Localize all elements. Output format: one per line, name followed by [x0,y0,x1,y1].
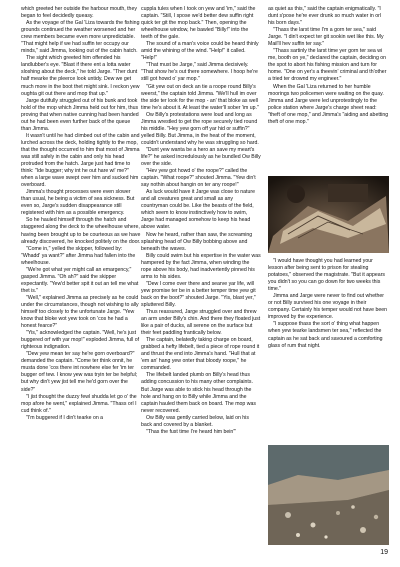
paragraph: The captain, belatedly taking charge on board, grabbed a hefty lifebelt, tied a piece of rope round it and thrust the end into Jimma's hand. "Hull that at 'em an' hang yew onter that bloody roope," he commanded. [141,337,260,372]
paragraph: as quiet as this," said the captain enigmatically. "I dunt s'pose he're ever drunk so much water in orl his born days." [268,6,381,27]
paragraph: The sight which greeted him offended his landlubber's eye. "Blast if there ent a lotta water sloshing about the deck," he told Jarge. "Ther dunt half mearke the pleerce look untidy. Dew we get much more in the boot thet might sink. I reckon yew oughta git out there and mop that up." [21,55,140,97]
paragraph: Billy could swim but his expertise in the water was hampered by the fact Jimma, when winding the rope above his body, had inadvertently pinned his arms to his sides. [141,252,261,280]
paragraph: Jimma's thought processes were even slower than usual, he being a victim of sea sickness. But even so, Jarge's sudden disappearance still registered with him as a possible emergency. [21,189,135,217]
paragraph: "I'm buggered if I din't tearke on a [26,414,104,421]
paragraph: "That must be Jarge," said Jimma decisively. "That show he's out there somewhere. I hoop he're still got howd o' yar mop." [141,62,258,83]
paragraph: "Come in," yelled the skipper, followed by: "Whadd' ya want?" after Jimma had fallen into the wheelhouse. [21,245,136,266]
paragraph: "Dew I come over there and searve yar life, will yew promise ter be in a better temper time yew git back on the boot?" shouted Jarge. "Yis, blast yer," spluttered Billy. [141,280,256,308]
page-number: 19 [380,549,388,556]
paragraph: "Thass the larst time I'm a gorn ter sea," said Jarge. "I din't expect ter git sookin wet like this. My Mail'll hev suffin ter say." [268,27,384,48]
paragraph: As the voyage of the Gal 'Liza towards the fishing grounds continued the weather worsened and her crew members became even more unpredictable. "That might help if we had suffin ter occupy our minds," said Jimma, looking out of the cabin hatch. [21,20,140,55]
paragraph: "I suppose thass the sort o' thing what happen when yew tearke landsmen ter sea," reflected the captain as he sat back and savoured a comforting glass of rum that night. [268,321,383,349]
paragraph: which greeted her outside the harbour mouth, they began to feel decidedly queasy. [21,6,137,20]
paragraph: "Thas the fust time I're heard him bein'" [146,428,237,435]
text-column-3-top [268,6,389,126]
paragraph: As luck would have it Jarge was close to nature and all creatures great and small as any countryman could be. Like the beasts of the field, which seem to know instinctively how to swim, Jarge had managed somehow to keep his head above water. [141,189,255,231]
paragraph: The lifebelt landed plumb on Billy's head thus adding concussion to his many other complaints. But Jarge was able to stick his head through the hole and hang on to Billy while Jimma and the captain hauled them back on board. The mop was never recovered. [141,372,256,414]
paragraph: Jarge dutifully struggled out of his bunk and took hold of the mop which Jimma held out for him, thus proving that when native cunning had been handed out he had been even further back of the queue than Jimma. [21,97,139,132]
text-column-3-middle [268,258,389,350]
paragraph: cuppla tules when I took on yew and 'im," said the captain. "Still, I spose we'd better dew suffin right quick ter git the mop back." Then, opening the wheelhouse window, he bawled "Billy!" into the teeth of the gale. [141,6,256,41]
photo-old-books [268,176,389,253]
paragraph: "Thass sartinly the larst time yer gorn ter sea wi me, booth on ye," declared the captain, deciding on the spot to abort his fishing mission and turn for home. "One on yer's a theevin' criminal and th'other a tried ter drownd my engineer." [268,48,387,83]
paragraph: "I would have thought you had learned your lesson after being sent to prison for stealing potatoes," observed the magistrate. "But it appears you didn't so you can go down for two weeks this time." [268,258,386,293]
photo-shoreline-shells [268,445,389,545]
paragraph: "I jist thought the duzzy fewl shudda let go o' the mop afore he went," explained Jimma. "Thass orl I cud think of." [21,393,137,414]
paragraph: "We're got what yer might call an emargency," gasped Jimma. "Oh ah?" said the skipper expectantly. "Yew'd better spit it out an tell me what thet is." [21,266,139,294]
paragraph: "Hev yew got howd o' the roope?" called the captain. "What roope?" shouted Jimma. "Yew din't say nothin about hangin on ter any roope!" [141,168,256,189]
paragraph: It wasn't until he had climbed out of the cabin and lurched across the deck, holding tightly to the mop, that the thought occurred to him that most of Jimma was still safely in the cabin and only his head protruded from the hatch. Jarge just had time to think: "Ide bugger; why int he out hare wi' me?" when a large wave swept over him and sucked him overboard. [21,132,140,189]
paragraph: Thus reassured, Jarge struggled over and threw an arm under Billy's chin. And there they floated just like a pair of ducks, all serene on the surface but their feet paddling frantically below. [141,309,261,337]
paragraph: Ow Billy was gently carried below, laid on his back and covered by a blanket. [141,414,249,428]
paragraph: "Yis," acknowledged the captain. "Well, he's just buggered orf with yar mop!" exploded Jimma, full of righteous indignation. [21,330,140,351]
paragraph: "Dew yew mean ter say he're gorn overboard?" demanded the captain. "Come ter think onnit, he musta done 'cos there int nowhere else fer 'im ter bugger orf tew. I know yew was tryin ter be helpful; but why din't yew jist tell me he'd gorn over the side?" [21,351,138,393]
paragraph: So he hauled himself through the hatch and staggered along the deck to the wheelhouse where, having been brought up to be courteous as we have already discovered, he knocked politely on the door. [21,217,141,245]
paragraph: Ow Billy's protestations were loud and long as Jimma wrestled to get the rope securely tied round his middle. "Hey yew gorn off yar hid or suffin?" yelled Billy. But Jimma, in the heat of the moment, couldn't understand why he was struggling so hard. [141,111,259,146]
paragraph: Jimma and Jarge were never to find out whether or not Billy survived his one voyage in their company. Certainly his temper would not have been improved by the experience. [268,293,387,321]
paragraph: Now he heard, rather than saw, the screaming splashing head of Ow Billy bobbing above and beneath the waves. [141,231,253,252]
paragraph: The sound of a man's voice could be heard thinly amid the whining of the wind. "Help!" it called. "Help!" [141,41,259,62]
paragraph: "Well," explained Jimma as precisely as he could under the circumstances, though not wishing to ally himself too closely to the unfortunate Jarge. "Yew know that bloke wot yew took on 'cos he had a honest fearce?" [21,294,139,330]
paragraph: "Dunt yew wanta be a hero an save my meart's life?" he asked incredulously as he bundled Ow Billy over the side. [141,146,261,168]
paragraph: "Git yew out on deck an tie a roope round Billy's weerst," the captain told Jimma. "We'll hull im over the side ter look for the mop - an' that bloke as well time he's about it. At least the water'll sober 'im up." [141,83,259,111]
text-column-2 [141,6,261,436]
paragraph: When the Gal 'Liza returned to her humble moorings two policemen were waiting on the quay. Jimma and Jarge were led unprotestingly to the police station where Jarge's charge sheet read: "theft of one mop," and Jimma's "aiding and abetting theft of one mop." [268,83,389,125]
text-column-1 [21,6,141,422]
